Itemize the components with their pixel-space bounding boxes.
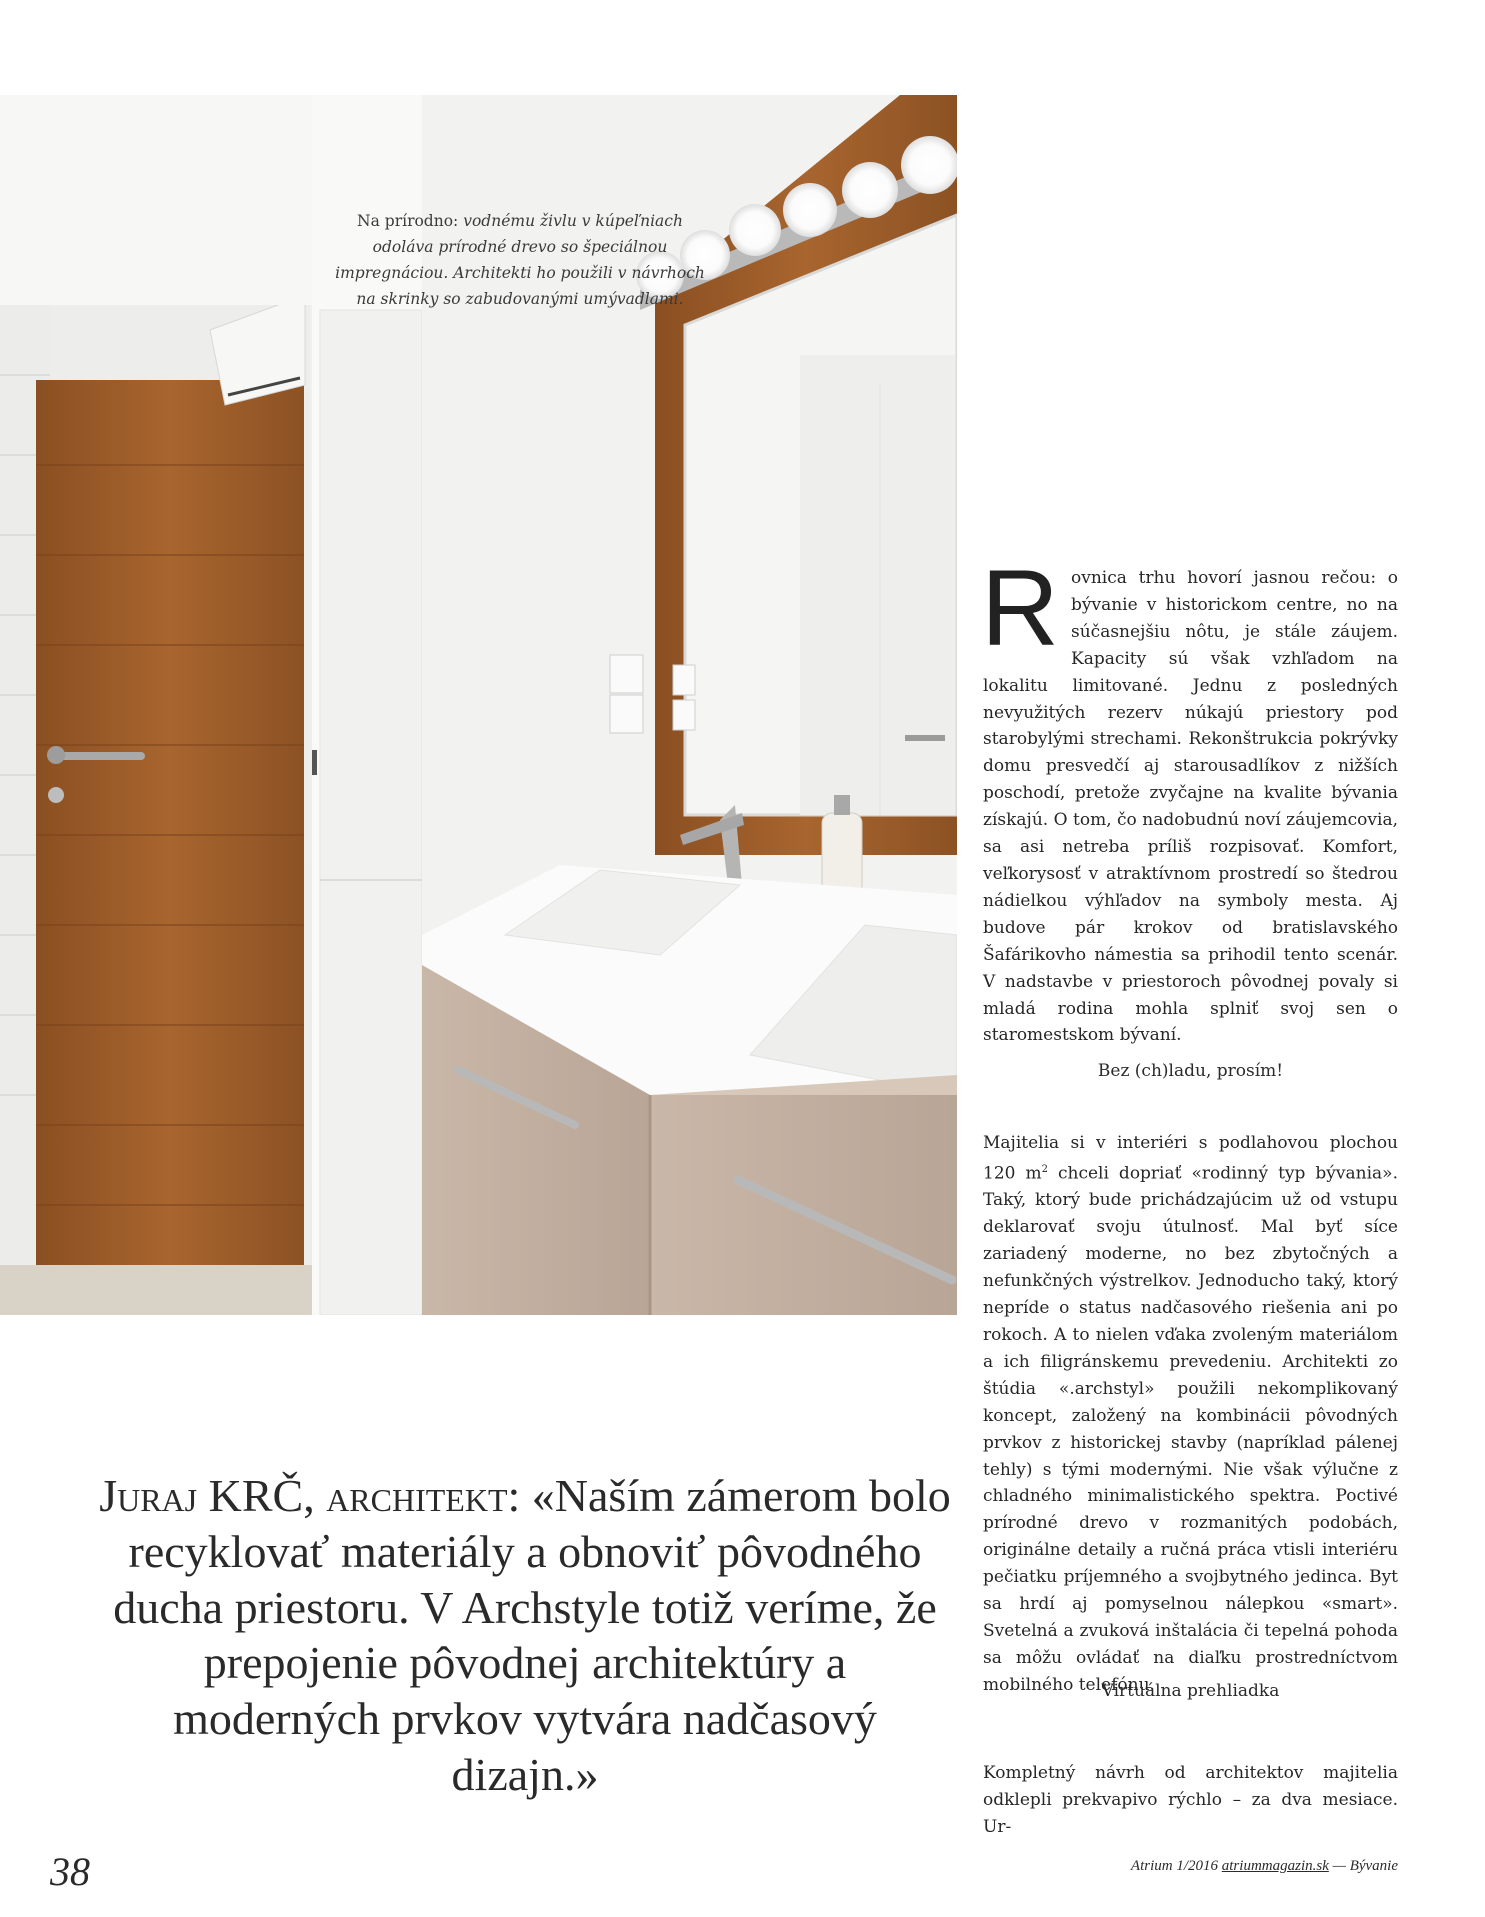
photo-caption	[330, 208, 710, 312]
paragraph-2	[983, 1130, 1398, 1699]
bathroom-photo	[0, 95, 957, 1315]
section-heading-2: Virtuálna prehliadka	[1101, 1681, 1280, 1701]
paragraph-3: Kompletný návrh od architektov majitelia odklepli prekvapivo rýchlo – za dva mesiace. Ur-	[983, 1763, 1398, 1837]
caption-lead: Na prírodno:	[357, 212, 459, 230]
footer-issue: Atrium 1/2016	[1130, 1858, 1219, 1874]
quote-author: Juraj KRČ, architekt:	[99, 1470, 521, 1521]
intro-paragraph: ovnica trhu hovorí jasnou rečou: o bývanie v historickom centre, no na súčasnejšiu nôtu, je stále záujem. Kapacity sú však vzhľadom na lokalitu limitované. Jednu z posledných nevyužitých rezerv núkajú priestory pod starobylými strechami. Rekonštrukcia pokrývky domu presvedčí aj starousadlíkov z nižších poschodí, pretože zvyčajne na kvalite bývania získajú. O tom, čo nadobudnú noví záujemcovia, sa asi netreba príliš rozpisovať. Komfort, veľkorysosť v atraktívnom prostredí so štedrou nádielkou výhľadov na symboly mesta. Aj budove pár krokov od bratislavského Šafárikovho námestia sa prihodil tento scenár. V nadstavbe v priestoroch pôvodnej povaly si mladá rodina mohla splniť svoj sen o staromestskom bývaní.	[983, 568, 1398, 1046]
footer-section: — Bývanie	[1332, 1858, 1398, 1874]
page-number: 38	[50, 1849, 90, 1894]
quote-text: «Naším zámerom bolo recyklovať materiály a obnoviť pôvodného ducha priestoru. V Archstyle totiž veríme, že prepojenie pôvodnej architektúry a moderných prvkov vytvára nadčasový dizajn.»	[113, 1470, 951, 1800]
paragraph-2-start: Majitelia si v interiéri s podlahovou plochou 120 m	[983, 1133, 1398, 1184]
page-footer	[1131, 1858, 1398, 1875]
section-heading-1: Bez (ch)ladu, prosím!	[1097, 1061, 1284, 1081]
article-intro	[981, 547, 1398, 1049]
pull-quote	[95, 1468, 955, 1803]
drop-cap: R	[981, 547, 1059, 668]
superscript: 2	[1041, 1163, 1048, 1175]
paragraph-2-rest: chceli dopriať «rodinný typ bývania». Taký, ktorý bude prichádzajúcim už od vstupu deklarovať svoju útulnosť. Mal byť síce zariadený moderne, no bez zbytočných a nefunkčných výstrelkov. Jednoducho taký, ktorý nepríde o status nadčasového riešenia ani po rokoch. A to nielen vďaka zvoleným materiálom a ich filigránskemu prevedeniu. Architekti zo štúdia «.archstyl» použili nekomplikovaný koncept, založený na kombinácii pôvodných prvkov z historickej stavby (napríklad pálenej tehly) s tými modernými. Nie však výlučne z chladného minimalistického spektra. Poctivé prírodné drevo v rozmanitých podobách, originálne detaily a ručná práca vtisli interiéru pečiatku príjemného a svojbytného jedinca. Byt sa hrdí aj pomyselnou nálepkou «smart». Svetelná a zvuková inštalácia či tepelná pohoda sa môžu ovládať na diaľku prostredníctvom mobilného telefónu.	[983, 1163, 1398, 1695]
footer-url[interactable]: atriummagazin.sk	[1221, 1858, 1329, 1874]
caption-text: vodnému živlu v kúpeľniach odoláva prírodné drevo so špeciálnou impregnáciou. Architekti ho použili v návrhoch na skrinky so zabudovanými umývadlami.	[335, 212, 705, 308]
